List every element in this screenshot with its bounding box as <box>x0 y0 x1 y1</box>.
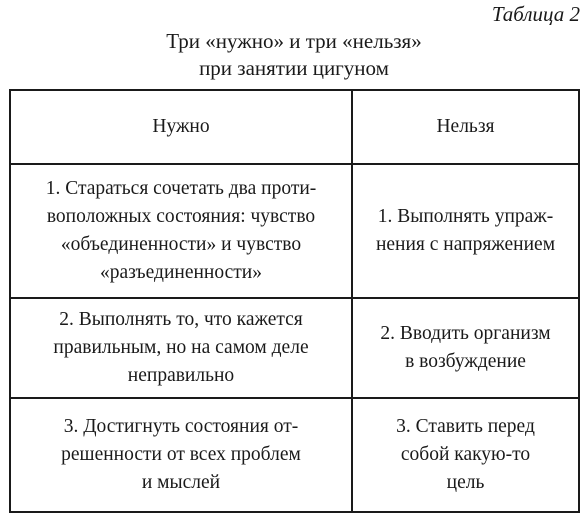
table-number-label: Таблица 2 <box>491 2 580 26</box>
cell-text: 3. Ставить перед собой какую-то цель <box>396 416 535 493</box>
cell-must-not-2 <box>352 298 579 398</box>
cell-text: 3. Достигнуть состояния от- решенности от всех проблем и мыслей <box>61 416 301 493</box>
cell-must-not-1 <box>352 164 579 298</box>
table-row <box>10 164 579 298</box>
cell-must-3 <box>10 398 352 512</box>
cell-text: 1. Стараться сочетать два проти- воположных состояния: чувство «объединенности» и чувство «разъединенности» <box>45 178 317 283</box>
cell-must-not-3 <box>352 398 579 512</box>
cell-text: 1. Выполнять упраж- нения с напряжением <box>375 206 556 255</box>
cell-text: 2. Вводить организм в возбуждение <box>380 323 551 372</box>
table-title-line-2: при занятии цигуном <box>199 56 389 80</box>
table-row <box>10 298 579 398</box>
table-header-row <box>10 90 579 164</box>
cell-must-1 <box>10 164 352 298</box>
header-must: Нужно <box>10 90 352 164</box>
table-title-line-1: Три «нужно» и три «нельзя» <box>166 29 422 53</box>
cell-text: 2. Выполнять то, что кажется правильным, но на самом деле неправильно <box>53 309 309 386</box>
header-must-not: Нельзя <box>352 90 579 164</box>
table-row <box>10 398 579 512</box>
cell-must-2 <box>10 298 352 398</box>
rules-table <box>9 89 580 513</box>
